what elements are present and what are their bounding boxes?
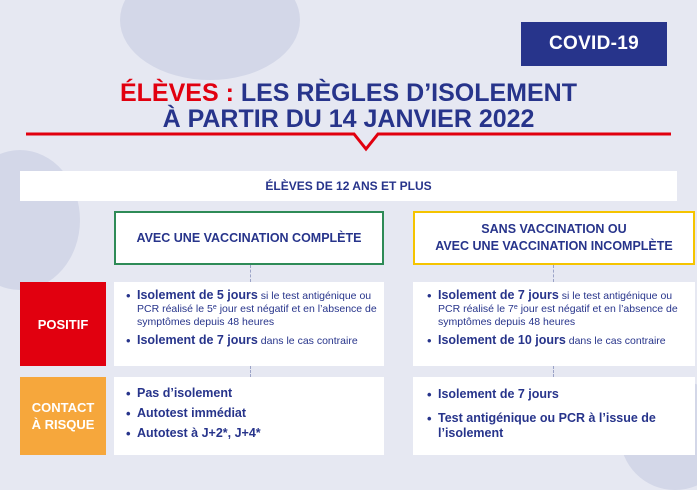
list-item: • Pas d’isolement	[126, 386, 378, 401]
row-label-contact-line1: CONTACT	[31, 400, 95, 415]
page-title-line2: À PARTIR DU 14 JANVIER 2022	[162, 105, 535, 133]
row-label-contact-line2: À RISQUE	[31, 417, 95, 432]
title-line1-rest: LES RÈGLES D’ISOLEMENT	[233, 79, 577, 107]
list-item: • Test antigénique ou PCR à l’issue de l’isolement	[427, 411, 691, 441]
cell-positive-vaccinated	[114, 282, 384, 366]
title-underline-divider	[26, 130, 671, 156]
title-highlight: ÉLÈVES :	[119, 79, 234, 107]
column-header-unvaccinated-line2: AVEC UNE VACCINATION INCOMPLÈTE	[435, 239, 673, 253]
list-item: • Autotest immédiat	[126, 406, 378, 421]
connector-line	[553, 366, 554, 377]
column-header-vaccinated	[114, 211, 384, 265]
row-label-contact	[20, 377, 106, 455]
column-header-unvaccinated	[413, 211, 695, 265]
list-item: • Isolement de 7 jours si le test antigénique ou PCR réalisé le 7e jour est négatif et en l’absence de symptômes depuis 48 heures	[427, 289, 691, 329]
list-item: • Autotest à J+2*, J+4*	[126, 426, 378, 441]
connector-line	[553, 265, 554, 282]
background-virus-shape	[120, 0, 300, 80]
list-item: • Isolement de 7 jours dans le cas contraire	[126, 334, 378, 348]
column-header-unvaccinated-line1: SANS VACCINATION OU	[481, 222, 627, 236]
cell-contact-unvaccinated	[413, 377, 695, 455]
list-item: • Isolement de 7 jours	[427, 387, 691, 402]
row-label-positive-text: POSITIF	[37, 316, 89, 332]
list-item: • Isolement de 5 jours si le test antigénique ou PCR réalisé le 5e jour est négatif et en l’absence de symptômes depuis 48 heures	[126, 289, 378, 329]
row-label-positive	[20, 282, 106, 366]
column-header-vaccinated-text: AVEC UNE VACCINATION COMPLÈTE	[136, 230, 362, 245]
cell-positive-unvaccinated	[413, 282, 695, 366]
list-item: • Isolement de 10 jours dans le cas contraire	[427, 334, 691, 348]
connector-line	[250, 366, 251, 377]
covid-badge: COVID-19	[521, 22, 667, 66]
cell-contact-vaccinated	[114, 377, 384, 455]
age-group-band: ÉLÈVES DE 12 ANS ET PLUS	[20, 171, 677, 201]
connector-line	[250, 265, 251, 282]
